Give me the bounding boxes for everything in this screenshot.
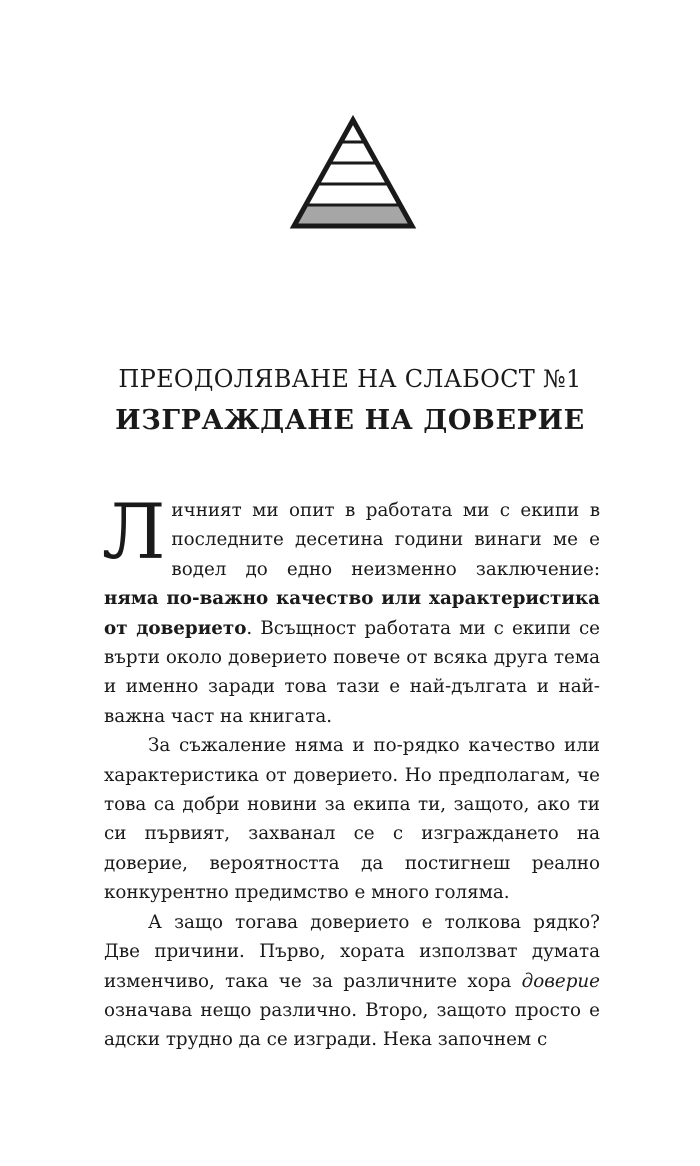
paragraph-2 [104,731,600,907]
paragraph-1 [102,487,600,731]
italic-emphasis: доверие [521,970,600,992]
paragraph-text: ичният ми опит в работата ми с екипи в последните десетина години винаги ме е водел до едно неизменно заключение: [171,500,600,580]
chapter-supertitle: ПРЕОДОЛЯВАНЕ НА СЛАБОСТ №1 [118,365,582,393]
body-text [102,487,600,1055]
chapter-title: ИЗГРАЖДАНЕ НА ДОВЕРИЕ [115,405,585,436]
paragraph-text: За съжаление няма и по-рядко качество или характеристика от доверието. Но предполагам, че това са добри новини за екипа ти, защото, ако ти си първият, захванал се с изграждането на доверие, вероятността да постигнеш реално конкурентно предимство е много голяма. [104,735,600,904]
pyramid-icon [286,114,420,232]
bold-emphasis: няма по-важно качество или характеристика от доверието [104,588,600,639]
paragraph-text: означава нещо различно. Второ, защото просто е адски трудно да се изгради. Нека започнем с [104,999,600,1051]
drop-cap: Л [102,487,166,576]
paragraph-text: А защо тогава доверието е толкова рядко? Две причини. Първо, хората използват думата изменчиво, така че за различните хора [104,911,600,992]
paragraph-3 [104,908,600,1055]
paragraph-text: . Всъщност работата ми с екипи се върти около доверието повече от всяка друга тема и именно заради това тази е най-дългата и най-важна част на книгата. [104,617,600,727]
